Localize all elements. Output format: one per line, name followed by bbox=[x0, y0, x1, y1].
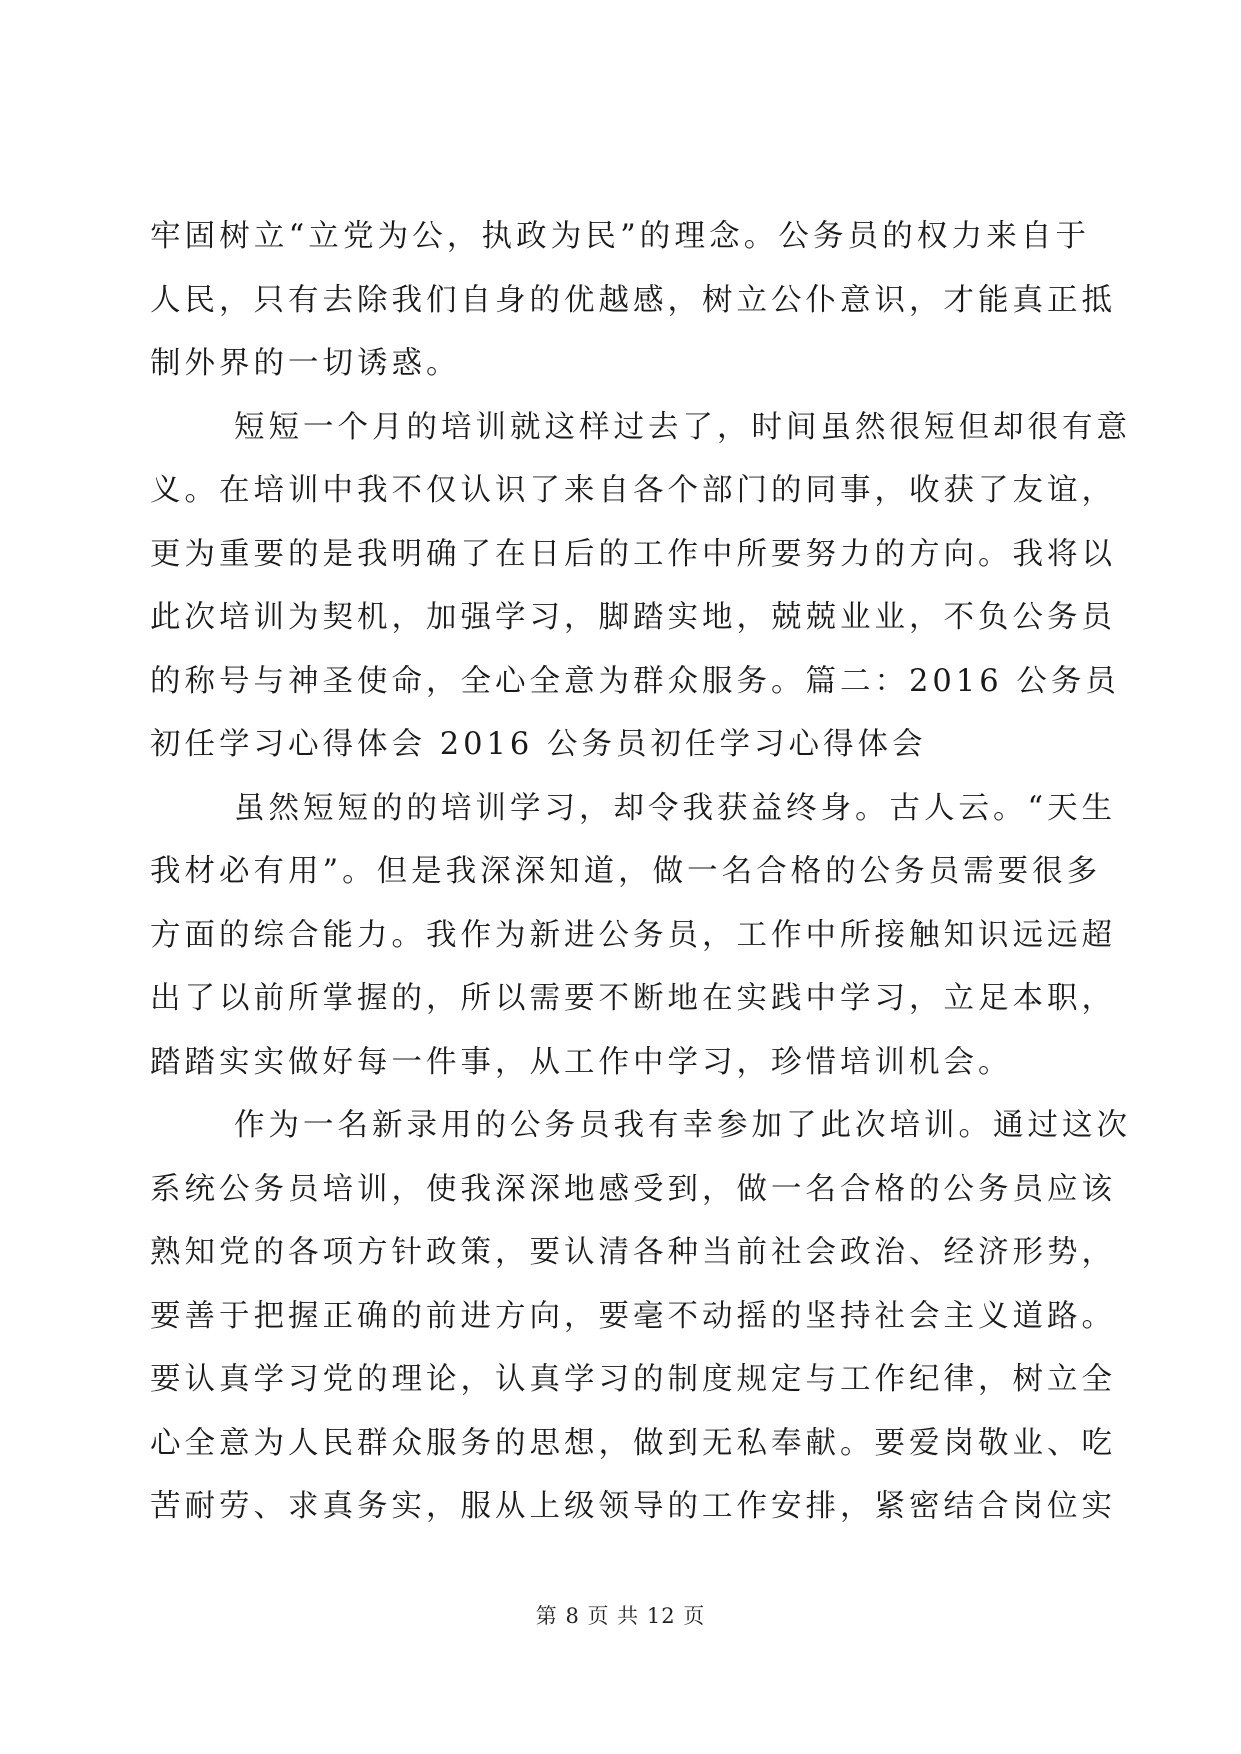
text-line: 初任学习心得体会 2016 公务员初任学习心得体会 bbox=[150, 727, 927, 762]
text-line: 我材必有用”。但是我深深知道，做一名合格的公务员需要很多 bbox=[150, 854, 1102, 889]
text-line: 义。在培训中我不仅认识了来自各个部门的同事，收获了友谊， bbox=[150, 473, 1116, 508]
text-line: 虽然短短的的培训学习，却令我获益终身。古人云。“天生 bbox=[234, 790, 1117, 826]
text-line: 方面的综合能力。我作为新进公务员，工作中所接触知识远远超 bbox=[150, 917, 1116, 953]
text-line: 的称号与神圣使命，全心全意为群众服务。篇二：2016 公务员 bbox=[150, 663, 1120, 699]
text-line: 制外界的一切诱惑。 bbox=[150, 346, 461, 381]
text-line: 出了以前所掌握的，所以需要不断地在实践中学习，立足本职， bbox=[150, 981, 1116, 1016]
text-line: 人民，只有去除我们自身的优越感，树立公仆意识，才能真正抵 bbox=[150, 282, 1116, 318]
text-line: 短短一个月的培训就这样过去了，时间虽然很短但却很有意 bbox=[234, 409, 1131, 445]
text-line: 心全意为人民群众服务的思想，做到无私奉献。要爱岗敬业、吃 bbox=[150, 1425, 1116, 1461]
text-line: 此次培训为契机，加强学习，脚踏实地，兢兢业业，不负公务员 bbox=[150, 600, 1116, 635]
text-line: 要认真学习党的理论，认真学习的制度规定与工作纪律，树立全 bbox=[150, 1362, 1116, 1397]
page-number-footer: 第 8 页 共 12 页 bbox=[535, 1604, 706, 1628]
text-line: 熟知党的各项方针政策，要认清各种当前社会政治、经济形势， bbox=[150, 1235, 1116, 1270]
text-line: 更为重要的是我明确了在日后的工作中所要努力的方向。我将以 bbox=[150, 536, 1116, 572]
document-body bbox=[150, 205, 1131, 1539]
text-line: 苦耐劳、求真务实，服从上级领导的工作安排，紧密结合岗位实 bbox=[150, 1489, 1116, 1524]
text-line: 系统公务员培训，使我深深地感受到，做一名合格的公务员应该 bbox=[150, 1171, 1116, 1207]
text-line: 作为一名新录用的公务员我有幸参加了此次培训。通过这次 bbox=[234, 1108, 1131, 1143]
text-line: 要善于把握正确的前进方向，要毫不动摇的坚持社会主义道路。 bbox=[150, 1298, 1116, 1334]
text-line: 踏踏实实做好每一件事，从工作中学习，珍惜培训机会。 bbox=[150, 1044, 1013, 1080]
text-line: 牢固树立“立党为公，执政为民”的理念。公务员的权力来自于 bbox=[150, 219, 1090, 254]
